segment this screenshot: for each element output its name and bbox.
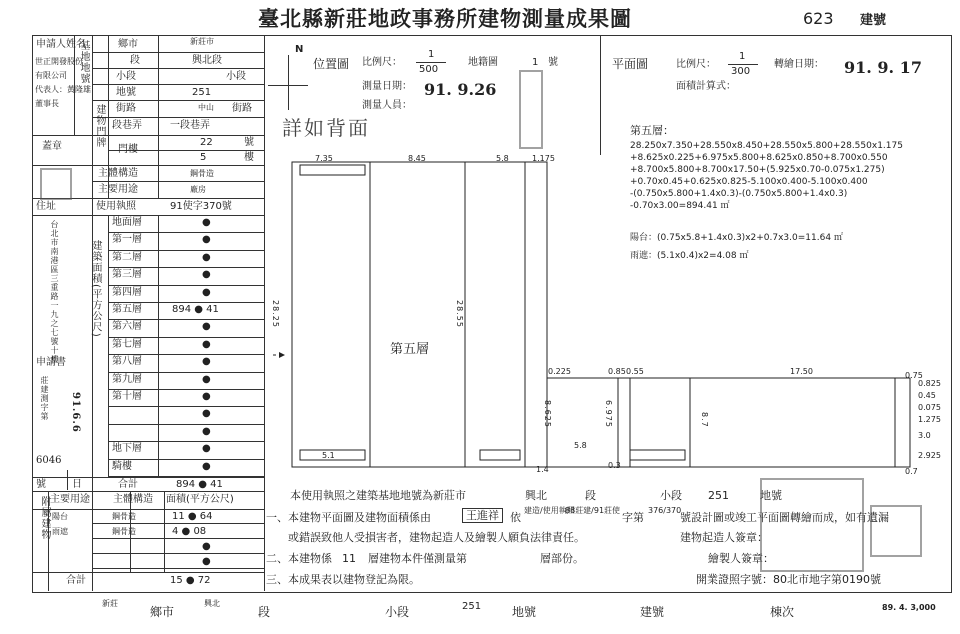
note-line-4c: 層建物本件僅測量第: [368, 552, 467, 565]
permit-label: 使用執照: [96, 201, 136, 212]
annex-struct: 鋼骨造: [112, 527, 136, 536]
base-label: 基地地號: [78, 40, 89, 84]
alley-value: 一段巷弄: [170, 120, 210, 131]
footer-city-label: 鄉市: [150, 605, 175, 619]
note-line-1e: 251: [708, 489, 729, 502]
floor-name: 第一層: [112, 234, 142, 246]
cross-axis-icon: [268, 85, 308, 86]
floor-name: 第八層: [112, 356, 142, 368]
dim-r3: 0.45: [918, 391, 936, 400]
footer-subsection-label: 小段: [385, 605, 410, 619]
note-line-4d: 層部份。: [540, 552, 584, 565]
formula-line: +8.625x0.225+6.975x5.800+8.625x0.850+8.700x0.550: [630, 153, 888, 163]
annex-header-area: 面積(平方公尺): [166, 494, 234, 505]
note-line-3: 或錯誤致他人受損害者，建物起造人及繪製人願負法律責任。: [288, 531, 585, 544]
annex-area: 11 ● 64: [172, 511, 213, 522]
document-number: 623: [803, 9, 834, 28]
balcony-formula: 陽台：(0.75x5.8+1.4x0.3)x2+0.7x3.0=11.64 ㎡: [630, 233, 843, 243]
location-scale-den: 500: [419, 64, 439, 75]
floor-name: 第三層: [112, 269, 142, 281]
total-value: 894 ● 41: [176, 479, 223, 490]
seal-label: 蓋章: [42, 141, 62, 152]
floor-area: ●: [202, 321, 211, 333]
floor-area: ●: [202, 338, 211, 350]
dim-e: 8.625: [543, 400, 552, 428]
house-number-value: 22: [200, 137, 213, 148]
dim-r2: 0.825: [918, 379, 941, 388]
address-text: 台北市南港區三重路一九之七號十樓: [50, 220, 59, 364]
annex-use: 雨遮: [52, 527, 68, 536]
dim-r5: 1.275: [918, 415, 941, 424]
dim-r6: 3.0: [918, 431, 931, 440]
floor-name: 第六層: [112, 321, 142, 333]
survey-date: 91. 9.26: [424, 80, 497, 99]
floor-name: 騎樓: [112, 460, 132, 472]
plan-scale-label: 比例尺：: [676, 59, 716, 70]
note-line-2g: 號設計圖或竣工平面圖轉繪而成，如有遺漏: [680, 511, 889, 524]
floor-area: 894 ● 41: [172, 304, 219, 315]
annex-label: 附屬建物: [39, 496, 50, 540]
footer-building-label: 棟次: [770, 605, 795, 619]
note-line-2d: 88莊建/91莊使: [565, 506, 621, 515]
area-header: 建築面積(平方公尺): [90, 240, 101, 338]
official-seal-stamp: [760, 478, 864, 572]
floor-number-label: 樓: [244, 152, 254, 163]
section-label: 段: [130, 55, 140, 66]
dim-top-2: 8.45: [408, 154, 426, 163]
note-line-5: 三、本成果表以建物登記為限。: [266, 573, 420, 586]
dim-c: 0.55: [626, 367, 644, 376]
dim-a: 0.225: [548, 367, 571, 376]
note-line-2e: 字第: [622, 511, 644, 524]
document-title: 臺北縣新莊地政事務所建物測量成果圖: [258, 7, 632, 31]
street-suffix: 街路: [232, 103, 252, 114]
note-line-4b: 11: [342, 552, 356, 565]
cadastral-map-label: 地籍圖: [468, 57, 498, 68]
footer-city: 新莊: [102, 599, 118, 608]
plan-floor-label: 第五層: [390, 342, 430, 357]
location-stamp: [519, 70, 543, 149]
dim-i: 1.4: [536, 465, 549, 474]
applicant-line-1: 世正開發股份: [35, 57, 83, 66]
dim-left: 28.25: [271, 300, 280, 328]
note-line-1a: 本使用執照之建築基地地號為新莊市: [290, 489, 466, 502]
floor-area: ●: [202, 217, 211, 228]
number-label: 號: [36, 479, 46, 490]
dim-d: 6.975: [604, 400, 613, 428]
annex-area: ●: [202, 556, 211, 567]
floor-name: 第四層: [112, 286, 142, 298]
floor-area: ●: [202, 269, 211, 281]
dim-right-top: 17.50: [790, 367, 813, 376]
alley-label: 段巷弄: [112, 120, 142, 131]
floor-area: ●: [202, 425, 211, 437]
street-label: 街路: [116, 103, 136, 114]
footer-lot-label: 地號: [512, 605, 537, 619]
canopy-formula: 雨遮：(5.1x0.4)x2=4.08 ㎡: [630, 251, 749, 261]
floor-name: 第十層: [112, 391, 142, 402]
footer-lot: 251: [462, 601, 482, 612]
floor-area: ●: [202, 286, 211, 298]
floor-name: 第五層: [112, 304, 142, 315]
subsection-label: 小段: [116, 71, 136, 82]
note-line-3b: 建物起造人簽章：: [680, 531, 768, 544]
applicant-line-3: 代表人：黃隆雄: [35, 85, 91, 94]
floor-area: ●: [202, 373, 211, 385]
lot-number-label: 地號: [116, 87, 136, 98]
formula-title: 第五層：: [630, 124, 674, 137]
formula-line: -0.70x3.00=894.41 ㎡: [630, 201, 730, 211]
total-label: 合計: [118, 479, 138, 490]
floor-name: 地下層: [112, 443, 142, 455]
note-line-1c: 段: [585, 489, 596, 502]
note-line-2f: 376/370: [648, 506, 682, 515]
dim-r8: 0.7: [905, 467, 918, 476]
annex-header-struct: 主體構造: [113, 494, 153, 505]
floor-area: ●: [202, 443, 211, 455]
note-line-1f: 地號: [760, 489, 782, 502]
note-line-5b: 開業證照字號：80北市地字第0190號: [696, 573, 881, 586]
floor-number-value: 5: [200, 152, 207, 163]
annex-header-use: 主要用途: [50, 494, 90, 505]
formula-line: 28.250x7.350+28.550x8.450+28.550x5.800+28.550x1.175: [630, 141, 903, 151]
annex-use: 陽台: [52, 512, 68, 521]
floor-plan-drawing: [270, 150, 930, 480]
subsection-value: 小段: [226, 71, 246, 82]
dim-top-1: 7.35: [315, 154, 333, 163]
structure-value: 鋼骨造: [190, 169, 214, 178]
annex-total-value: 15 ● 72: [170, 575, 211, 586]
draw-date: 91. 9. 17: [844, 58, 922, 77]
annex-area: 4 ● 08: [172, 526, 207, 537]
north-arrow-icon: N: [295, 44, 304, 55]
street-value: 中山: [198, 103, 214, 112]
location-scale-num: 1: [428, 49, 435, 60]
house-number-label: 號: [244, 137, 254, 148]
plan-scale-den: 300: [731, 66, 751, 77]
note-line-2c: 建造/使用執照: [524, 506, 575, 515]
dim-r7: 2.925: [918, 451, 941, 460]
annex-struct: 鋼骨造: [112, 512, 136, 521]
location-scale-label: 比例尺：: [362, 57, 402, 68]
gate-label: 門樓: [118, 144, 138, 155]
plan-label: 平面圖: [612, 57, 649, 71]
request-text: 莊建測字第: [40, 376, 49, 421]
date-label: 日: [72, 479, 82, 490]
area-calc-label: 面積計算式：: [676, 81, 736, 92]
note-line-2a: 一、本建物平面圖及建物面積係由: [266, 511, 431, 524]
floor-area: ●: [202, 234, 211, 246]
floor-area: ●: [202, 408, 211, 420]
dim-inner: 28.55: [455, 300, 464, 328]
note-line-2-name: 王進祥: [462, 508, 503, 523]
formula-line: +0.70x0.45+0.625x0.825-5.100x0.400-5.100x0.400: [630, 177, 868, 187]
footer-version: 89. 4. 3,000: [882, 603, 936, 612]
formula-line: -(0.750x5.800+1.4x0.3)-(0.750x5.800+1.4x0.3): [630, 189, 848, 199]
survey-date-label: 測量日期：: [362, 81, 412, 92]
permit-value: 91使字370號: [170, 201, 232, 212]
footer-section: 興北: [204, 599, 220, 608]
structure-label: 主體構造: [98, 168, 138, 179]
annex-total-label: 合計: [66, 575, 86, 586]
request-label: 申請書: [36, 357, 66, 368]
dim-g: 5.8: [574, 441, 587, 450]
cadastral-map-suffix: 號: [548, 57, 558, 68]
footer-section-label: 段: [258, 605, 271, 619]
floor-area: ●: [202, 356, 211, 368]
applicant-line-2: 有限公司: [35, 71, 67, 80]
note-line-1d: 小段: [660, 489, 682, 502]
section-value: 興北段: [192, 55, 222, 66]
dim-j: 0.3: [608, 461, 621, 470]
floor-name: 地面層: [112, 217, 142, 228]
surveyor-seal-stamp: [870, 505, 922, 557]
document-number-suffix: 建號: [860, 13, 887, 28]
dim-h: 5.1: [322, 451, 335, 460]
location-map-label: 位置圖: [313, 57, 350, 71]
floor-name: 第九層: [112, 373, 142, 385]
building-label: 建物門牌: [94, 104, 105, 148]
applicant-title: 董事長: [35, 99, 59, 108]
draw-date-label: 轉繪日期：: [774, 59, 824, 70]
dim-f: 8.7: [700, 412, 709, 428]
floor-area: ●: [202, 391, 211, 402]
floor-area: ●: [202, 460, 211, 472]
applicant-seal-stamp: [40, 168, 72, 200]
footer-building-number-label: 建號: [640, 605, 665, 619]
request-date: 91.6.6: [70, 392, 81, 433]
cadastral-map-number: 1: [532, 57, 539, 68]
dim-top-3: 5.8: [496, 154, 509, 163]
note-line-4e: 繪製人簽章：: [708, 552, 774, 565]
note-line-1b: 興北: [525, 489, 547, 502]
surveyor-label: 測量人員：: [362, 100, 412, 111]
usage-value: 廠房: [190, 185, 206, 194]
dim-b: 0.85: [608, 367, 626, 376]
floor-name: 第二層: [112, 251, 142, 263]
city-label: 鄉市: [118, 39, 138, 50]
lot-number-value: 251: [192, 87, 212, 98]
dim-r1: 0.75: [905, 371, 923, 380]
note-line-4a: 二、本建物係: [266, 552, 332, 565]
plan-scale-num: 1: [739, 51, 746, 62]
formula-line: +8.700x5.800+8.700x17.50+(5.925x0.70-0.075x1.275): [630, 165, 885, 175]
dim-r4: 0.075: [918, 403, 941, 412]
note-line-2b: 依: [510, 511, 521, 524]
back-note: 詳如背面: [282, 116, 370, 140]
dim-top-4: 1.175: [532, 154, 555, 163]
address-label: 住址: [36, 201, 56, 212]
city-value: 新莊市: [190, 37, 214, 46]
floor-area: ●: [202, 251, 211, 263]
request-number: 6046: [36, 455, 62, 466]
usage-label: 主要用途: [98, 184, 138, 195]
north-axis-icon: [288, 55, 289, 110]
applicant-label: 申請人姓名: [36, 39, 86, 50]
floor-name: 第七層: [112, 338, 142, 350]
annex-area: ●: [202, 541, 211, 552]
